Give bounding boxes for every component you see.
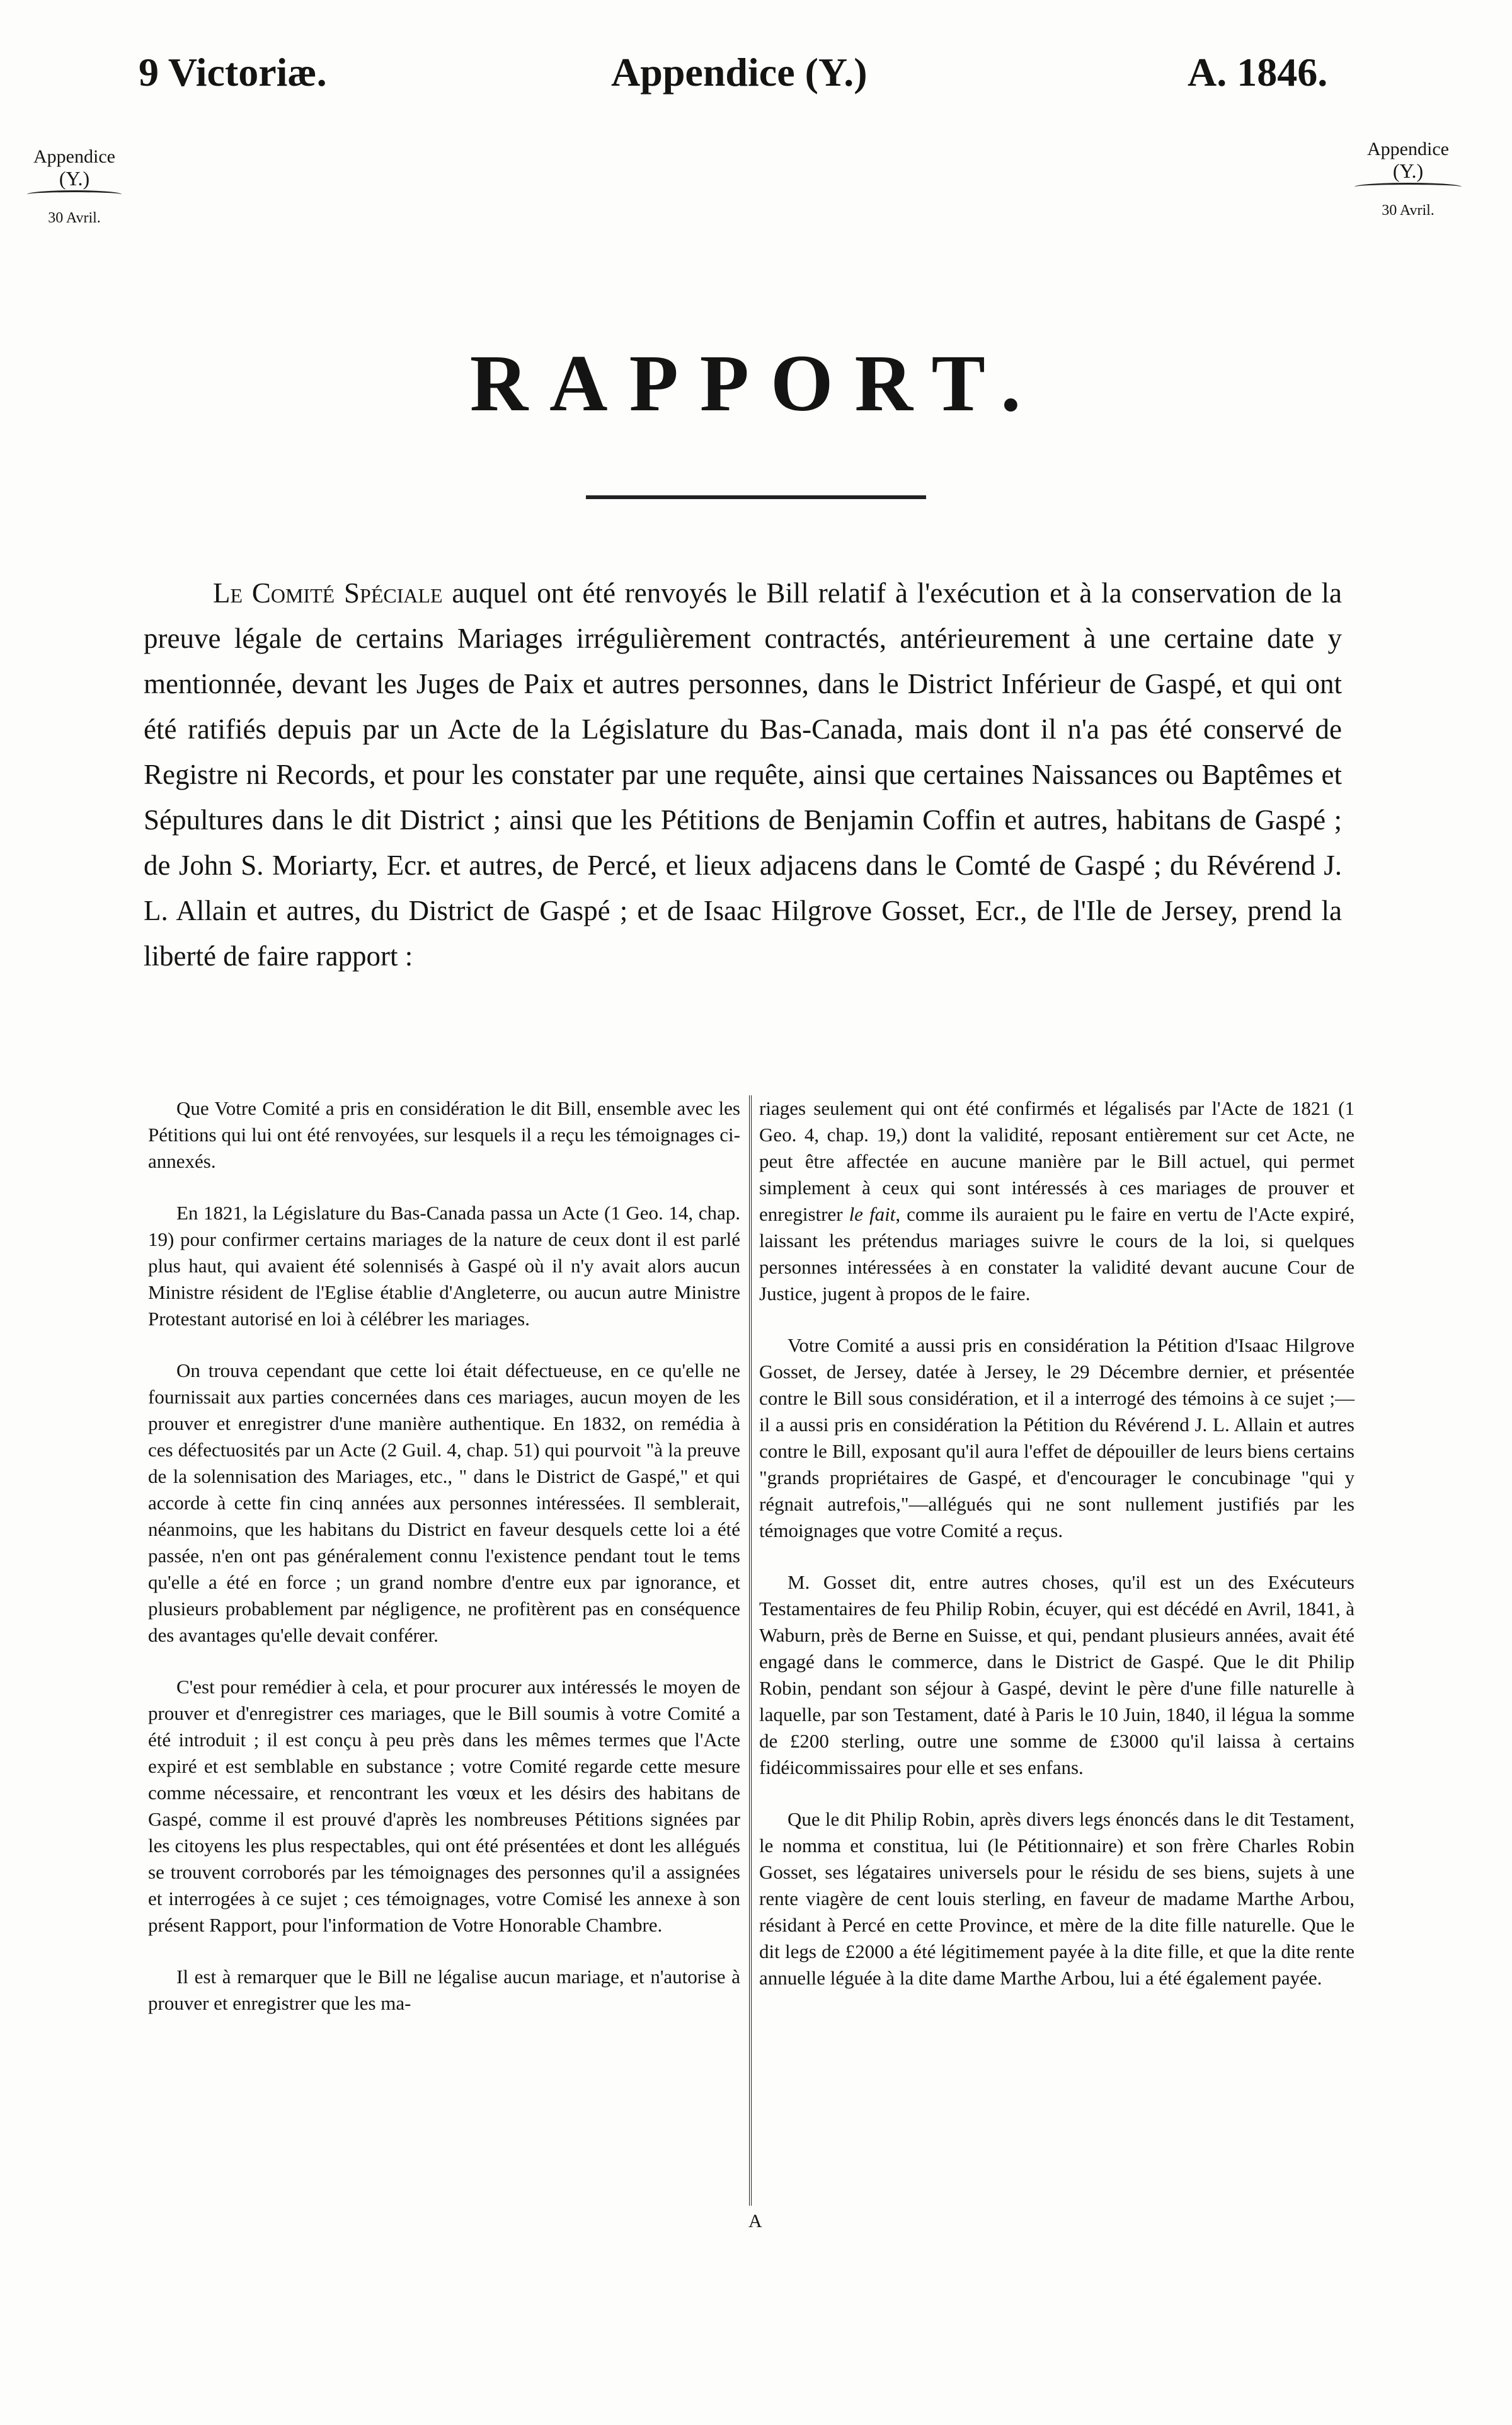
intro-paragraph — [144, 570, 1342, 979]
right-paragraph: Que le dit Philip Robin, après divers legs énoncés dans le dit Testament, le nomma et constitua, lui (le Pétitionnaire) et son frère Charles Robin Gosset, ses légataires universels pour le résidu de ses biens, sujets à une rente viagère de cent louis sterling, en faveur de madame Marthe Arbou, résidant à Percé en cette Province, et mère de la dite fille naturelle. Que le dit legs de £2000 a été légitimement payée à la dite fille, et que la dite rente annuelle léguée à la dite dame Marthe Arbou, lui a été également payée. — [759, 1808, 1354, 1989]
header-year: A. 1846. — [1188, 50, 1328, 95]
header-appendix: Appendice (Y.) — [611, 50, 868, 95]
left-paragraph: Il est à remarquer que le Bill ne légalise aucun mariage, et n'autorise à prouver et enregistrer que les ma- — [148, 1966, 740, 2014]
left-paragraph: Que Votre Comité a pris en considération le dit Bill, ensemble avec les Pétitions qui lui ont été renvoyées, sur lesquels il a reçu les témoignages ci-annexés. — [148, 1097, 740, 1172]
signature-mark: A — [748, 2211, 762, 2232]
margin-note-left — [18, 146, 131, 229]
margin-brace — [1354, 183, 1462, 191]
left-paragraph: En 1821, la Législature du Bas-Canada passa un Acte (1 Geo. 14, chap. 19) pour confirmer certains mariages de la nature de ceux dont il est parlé plus haut, qui avaient été solennisés à Gaspé où il n'y avait alors aucun Ministre résident de l'Eglise établie d'Angleterre, ou aucun autre Ministre Protestant autorisé en loi à célébrer les mariages. — [148, 1202, 740, 1330]
left-column — [148, 1095, 740, 2042]
margin-label: Appendice — [1367, 139, 1449, 159]
margin-paren: (Y.) — [1392, 159, 1424, 182]
margin-date: 30 Avril. — [1382, 202, 1435, 219]
margin-brace — [27, 190, 122, 199]
right-paragraph — [759, 1095, 1354, 1307]
margin-paren: (Y.) — [59, 167, 90, 190]
right-paragraph: M. Gosset dit, entre autres choses, qu'il est un des Exécuteurs Testamentaires de feu Philip Robin, écuyer, qui est décédé en Avril, 1841, à Waburn, près de Berne en Suisse, et qui, pendant plusieurs années, avait été engagé dans le commerce, dans le District de Gaspé. Que le dit Philip Robin, pendant son séjour à Gaspé, devint le père d'une fille naturelle à laquelle, par son Testament, daté à Paris le 10 Juin, 1840, il légua la somme de £200 sterling, outre une somme de £3000 qu'il laissa à certains fidéicommissaires pour elle et ses enfans. — [759, 1571, 1354, 1778]
margin-date: 30 Avril. — [48, 210, 101, 226]
right-column — [759, 1095, 1354, 2017]
margin-note-right — [1348, 139, 1468, 221]
right-text: , comme ils auraient pu le faire en vertu de l'Acte expiré, laissant les prétendus mariages suivre le cours de la loi, si quelques personnes intéressées à en constater la validité devant aucune Cour de Justice, jugent à propos de le faire. — [759, 1203, 1354, 1305]
right-text: riages seulement qui ont été confirmés et légalisés par l'Acte de 1821 (1 Geo. 4, chap. 19,) dont la validité, reposant entièrement sur cet Acte, ne peut être affectée en aucune manière par le Bill actuel, qui permet simplement à ceux qui sont intéressés à ces mariages de prouver et enregistrer — [759, 1097, 1354, 1225]
intro-text: auquel ont été renvoyés le Bill relatif à l'exécution et à la conservation de la preuve légale de certains Mariages irrégulièrement contractés, antérieurement à une certaine date y mentionnée, devant les Juges de Paix et autres personnes, dans le District Inférieur de Gaspé, et qui ont été ratifiés depuis par un Acte de la Législature du Bas-Canada, mais dont il n'a pas été conservé de Registre ni Records, et pour les constater par une requête, ainsi que certaines Naissances ou Baptêmes et Sépultures dans le dit District ; ainsi que les Pétitions de Benjamin Coffin et autres, habitans de Gaspé ; de John S. Moriarty, Ecr. et autres, de Percé, et lieux adjacens dans le Comté de Gaspé ; du Révérend J. L. Allain et autres, du District de Gaspé ; et de Isaac Hilgrove Gosset, Ecr., de l'Ile de Jersey, prend la liberté de faire rapport : — [144, 577, 1343, 972]
header-regnal-year: 9 Victoriæ. — [139, 50, 327, 95]
left-paragraph: C'est pour remédier à cela, et pour procurer aux intéressés le moyen de prouver et d'enregistrer ces mariages, que le Bill soumis à votre Comité a été introduit ; il est conçu à peu près dans les mêmes termes que l'Acte expiré et est semblable en substance ; votre Comité regarde cette mesure comme nécessaire, et rencontrant les vœux et les désirs des habitans de Gaspé, comme il est prouvé d'après les nombreuses Pétitions signées par les citoyens les plus respectables, qui ont été présentées et dont les allégués se trouvent corroborés par les témoignages des personnes qu'il a assignées et interrogées à ce sujet ; ces témoignages, votre Comisé les annexe à son présent Rapport, pour l'information de Votre Honorable Chambre. — [148, 1676, 740, 1936]
right-emphasis: le fait — [849, 1203, 896, 1225]
report-title: RAPPORT. — [469, 338, 1043, 428]
column-divider — [749, 1095, 752, 2206]
intro-lead: Le Comité Spéciale — [213, 577, 443, 609]
right-paragraph: Votre Comité a aussi pris en considération la Pétition d'Isaac Hilgrove Gosset, de Jersey, datée à Jersey, le 29 Décembre dernier, et présentée contre le Bill sous considération, et il a interrogé des témoins à ce sujet ;—il a aussi pris en considération la Pétition du Révérend J. L. Allain et autres contre le Bill, exposant qu'il aura l'effet de dépouiller de leurs biens certains "grands propriétaires de Gaspé, et d'encourager le concubinage "qui y régnait autrefois,"—allégués qui ne sont nullement justifiés par les témoignages que votre Comité a reçus. — [759, 1334, 1354, 1541]
title-rule — [586, 495, 926, 499]
margin-label: Appendice — [33, 146, 115, 167]
left-paragraph: On trouva cependant que cette loi était défectueuse, en ce qu'elle ne fournissait aux parties concernées dans ces mariages, aucun moyen de les prouver et enregistrer d'une manière authentique. En 1832, on remédia à ces défectuosités par un Acte (2 Guil. 4, chap. 51) qui pourvoit "à la preuve de la solennisation des Mariages, etc., " dans le District de Gaspé," et qui accorde à cette fin cinq années aux personnes intéressées. Il semblerait, néanmoins, que les habitans du District en faveur desquels cette loi a été passée, n'en ont pas généralement connu l'existence pendant tout le tems qu'elle a été en force ; un grand nombre d'entre eux par ignorance, et plusieurs probablement par négligence, ne profitèrent pas en conséquence des avantages qu'elle devait conférer. — [148, 1359, 740, 1646]
